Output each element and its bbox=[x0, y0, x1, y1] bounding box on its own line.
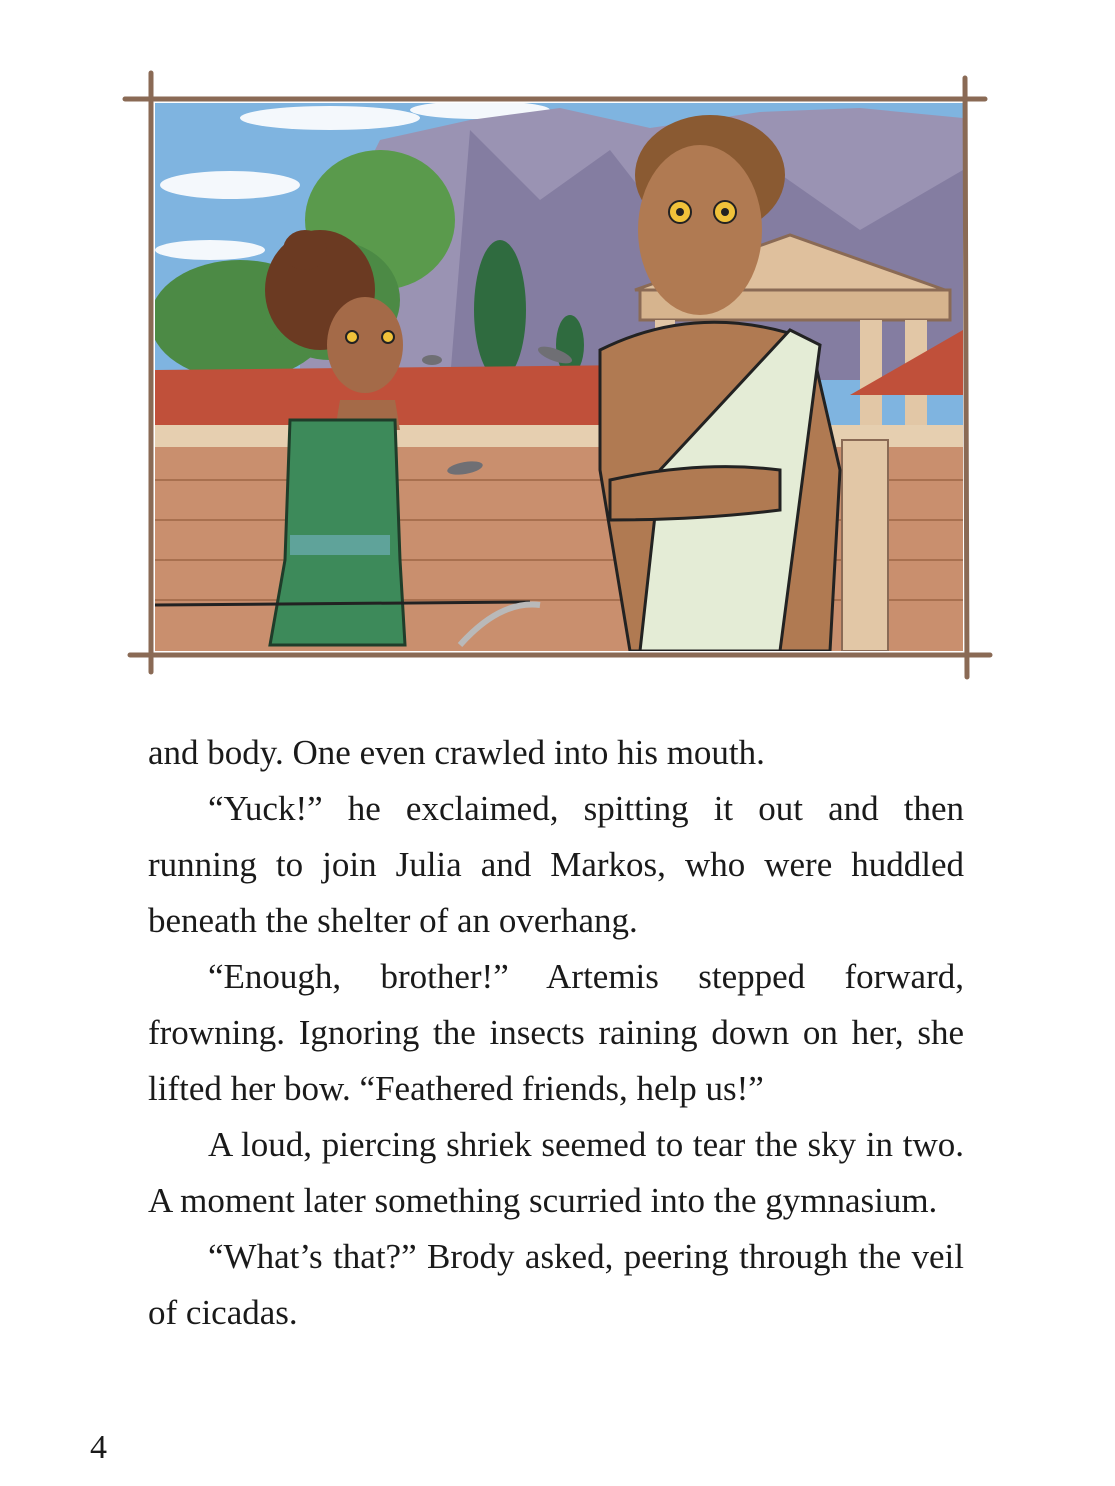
page-number: 4 bbox=[90, 1429, 107, 1466]
paragraph: “Yuck!” he exclaimed, spitting it out and then running to join Julia and Markos, who were huddled beneath the shelter of an overhang. bbox=[148, 789, 964, 940]
story-text bbox=[148, 725, 964, 1341]
paragraph: A loud, piercing shriek seemed to tear the sky in two. A moment later something scurried into the gymnasium. bbox=[148, 1125, 964, 1220]
paragraph: “What’s that?” Brody asked, peering through the veil of cicadas. bbox=[148, 1237, 964, 1332]
story-illustration bbox=[0, 0, 1115, 690]
paragraph: and body. One even crawled into his mouth. bbox=[148, 733, 765, 772]
paragraph: “Enough, brother!” Artemis stepped forward, frowning. Ignoring the insects raining down on her, she lifted her bow. “Feathered friends, help us!” bbox=[148, 957, 964, 1108]
column bbox=[842, 440, 888, 651]
scene bbox=[150, 101, 963, 651]
